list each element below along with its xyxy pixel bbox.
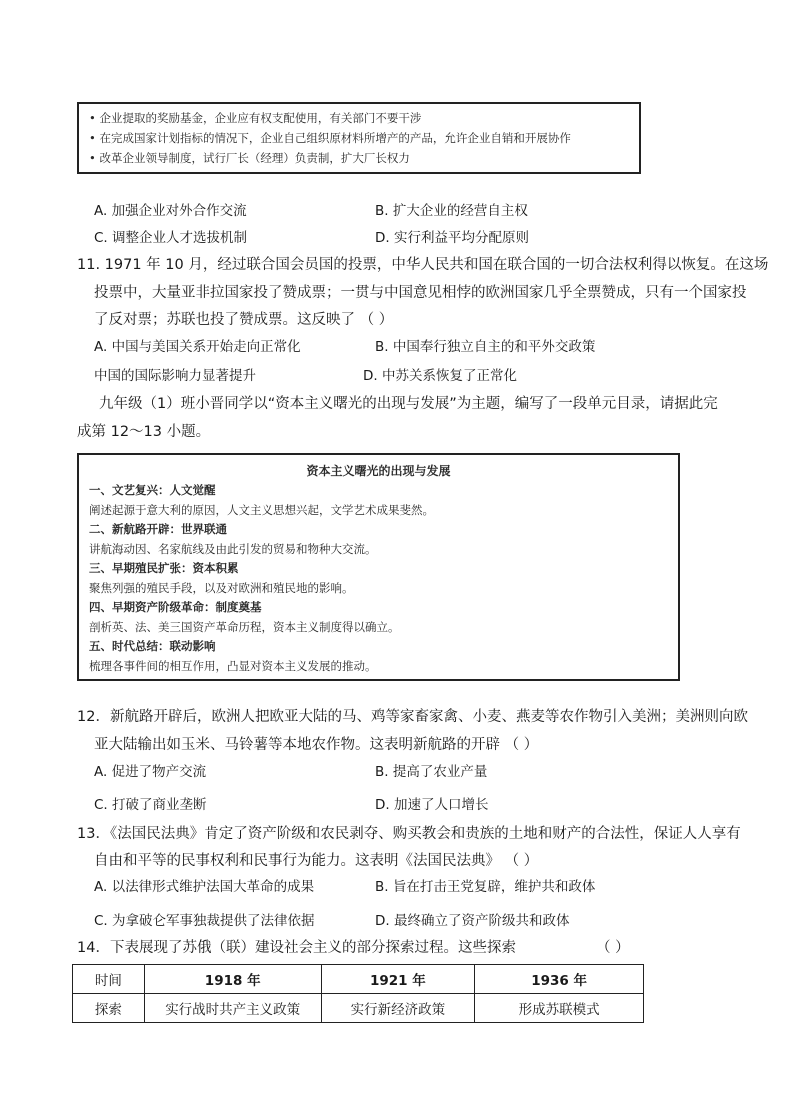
outline-title: 资本主义曙光的出现与发展 [306, 464, 451, 478]
outline-section-desc: 聚焦列强的殖民手段，以及对欧洲和殖民地的影响。 [89, 581, 354, 595]
q11-option-c[interactable]: 中国的国际影响力显著提升 [94, 368, 256, 384]
table-cell: 实行新经济政策 [321, 994, 475, 1023]
outline-section-heading: 二、新航路开辟：世界联通 [89, 522, 227, 536]
table-cell: 1918 年 [144, 965, 321, 994]
q13-stem-line: 13．《法国民法典》肯定了资产阶级和农民剥夺、购买教会和贵族的土地和财产的合法性，保证人人享有 [77, 826, 741, 842]
intro-line: 成第 12～13 小题。 [77, 424, 211, 440]
policy-line: • 改革企业领导制度，试行厂长（经理）负责制，扩大厂长权力 [89, 151, 410, 165]
q10-option-d[interactable]: D. 实行利益平均分配原则 [375, 230, 529, 246]
policy-line: • 在完成国家计划指标的情况下，企业自己组织原材料所增产的产品，允许企业自销和开展协作 [89, 131, 571, 145]
table-cell: 实行战时共产主义政策 [144, 994, 321, 1023]
table-cell: 1936 年 [475, 965, 644, 994]
table-cell: 探索 [73, 994, 145, 1023]
q13-option-d[interactable]: D. 最终确立了资产阶级共和政体 [375, 913, 570, 929]
q12-option-d[interactable]: D. 加速了人口增长 [375, 797, 489, 813]
q11-stem-line: 11. 1971 年 10 月，经过联合国会员国的投票，中华人民共和国在联合国的一切合法权利得以恢复。在这场 [77, 257, 769, 273]
q12-stem-line: 亚大陆输出如玉米、马铃薯等本地农作物。这表明新航路的开辟 （ ） [94, 737, 539, 753]
outline-section-heading: 一、文艺复兴：人文觉醒 [89, 483, 216, 497]
q12-option-a[interactable]: A. 促进了物产交流 [94, 764, 207, 780]
outline-section-heading: 五、时代总结：联动影响 [89, 639, 216, 653]
q13-stem-line: 自由和平等的民事权利和民事行为能力。这表明《法国民法典》 （ ） [94, 853, 539, 869]
table-cell: 1921 年 [321, 965, 475, 994]
intro-line: 九年级（1）班小晋同学以“资本主义曙光的出现与发展”为主题，编写了一段单元目录，请据此完 [99, 396, 718, 412]
q14-answer-bracket: （ ） [596, 940, 630, 956]
outline-section-heading: 四、早期资产阶级革命：制度奠基 [89, 600, 262, 614]
outline-section-desc: 梳理各事件间的相互作用，凸显对资本主义发展的推动。 [89, 659, 377, 673]
q14-stem: 14．下表展现了苏俄（联）建设社会主义的部分探索过程。这些探索 [77, 940, 516, 956]
q10-option-a[interactable]: A. 加强企业对外合作交流 [94, 203, 247, 219]
table-cell: 时间 [73, 965, 145, 994]
table-row [73, 965, 644, 994]
outline-section-desc: 剖析英、法、美三国资产革命历程，资本主义制度得以确立。 [89, 620, 400, 634]
outline-section-heading: 三、早期殖民扩张：资本积累 [89, 561, 239, 575]
q10-option-b[interactable]: B. 扩大企业的经营自主权 [375, 203, 528, 219]
q11-stem-line: 了反对票；苏联也投了赞成票。这反映了 （ ） [94, 312, 394, 328]
q11-stem-line: 投票中，大量亚非拉国家投了赞成票；一贯与中国意见相悖的欧洲国家几乎全票赞成，只有一个国家投 [94, 285, 747, 301]
q13-option-c[interactable]: C. 为拿破仑军事独裁提供了法律依据 [94, 913, 315, 929]
outline-section-desc: 讲航海动因、名家航线及由此引发的贸易和物种大交流。 [89, 542, 377, 556]
policy-line: • 企业提取的奖励基金，企业应有权支配使用，有关部门不要干涉 [89, 111, 422, 125]
q11-option-a[interactable]: A. 中国与美国关系开始走向正常化 [94, 339, 301, 355]
outline-section-desc: 阐述起源于意大利的原因，人文主义思想兴起，文学艺术成果斐然。 [89, 503, 434, 517]
q13-option-a[interactable]: A. 以法律形式维护法国大革命的成果 [94, 879, 315, 895]
policy-excerpt-box [77, 102, 641, 174]
q12-stem-line: 12．新航路开辟后，欧洲人把欧亚大陆的马、鸡等家畜家禽、小麦、燕麦等农作物引入美洲；美洲则向欧 [77, 709, 748, 725]
table-row [73, 994, 644, 1023]
q12-option-c[interactable]: C. 打破了商业垄断 [94, 797, 207, 813]
q13-option-b[interactable]: B. 旨在打击王党复辟，维护共和政体 [375, 879, 596, 895]
unit-outline-box [77, 453, 680, 681]
q11-option-b[interactable]: B. 中国奉行独立自主的和平外交政策 [375, 339, 596, 355]
q14-table [72, 964, 644, 1023]
q10-option-c[interactable]: C. 调整企业人才选拔机制 [94, 230, 248, 246]
q11-option-d[interactable]: D. 中苏关系恢复了正常化 [363, 368, 517, 384]
q12-option-b[interactable]: B. 提高了农业产量 [375, 764, 488, 780]
table-cell: 形成苏联模式 [475, 994, 644, 1023]
